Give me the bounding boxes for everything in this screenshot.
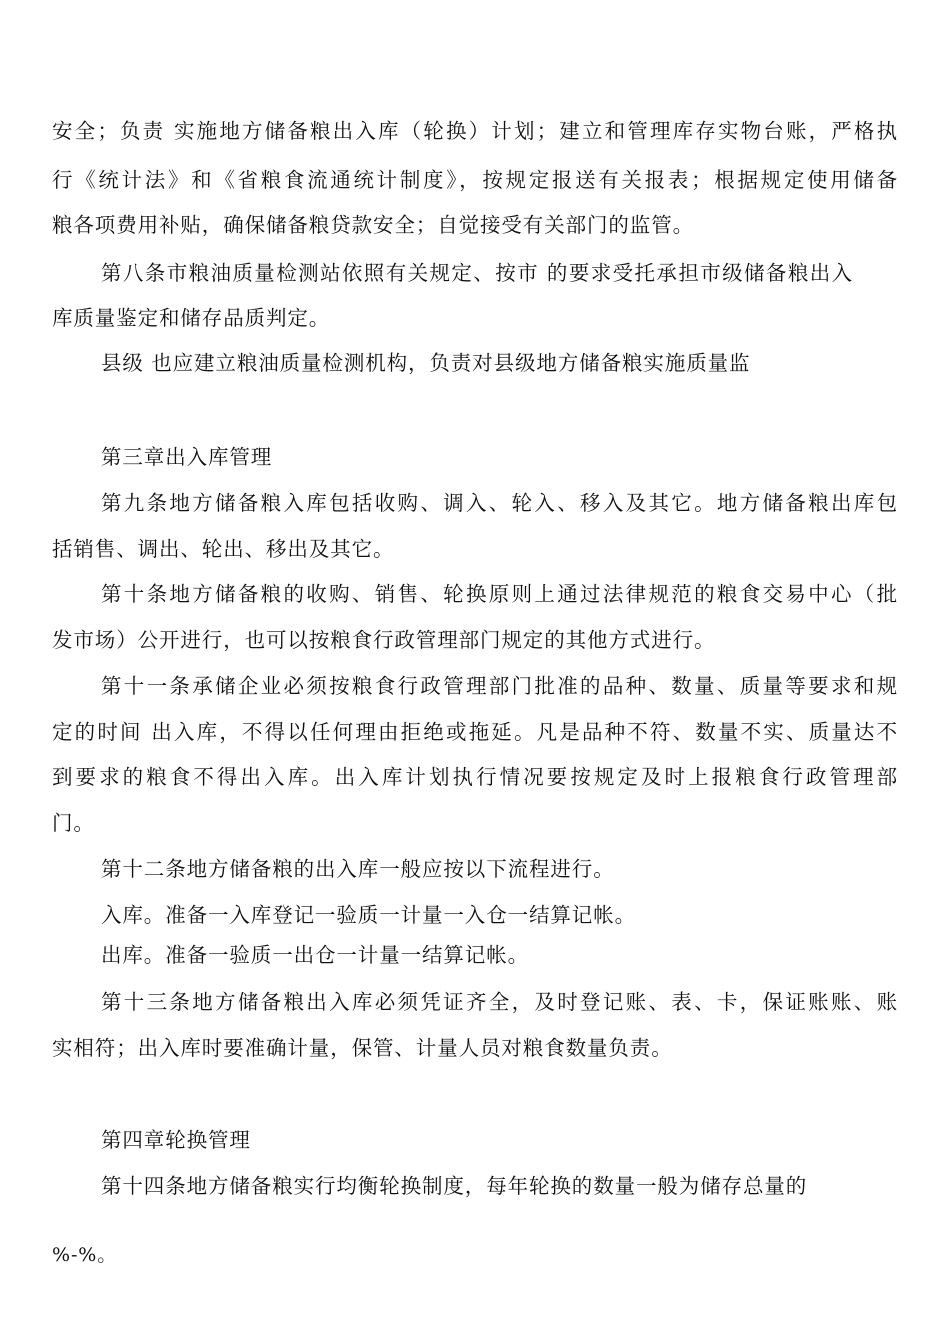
article-8-line-2: 库质量鉴定和储存品质判定。	[52, 306, 331, 330]
text-line-3: 粮各项费用补贴，确保储备粮贷款安全；自觉接受有关部门的监管。	[52, 213, 694, 237]
article-13-line-1: 第十三条地方储备粮出入库必须凭证齐全，及时登记账、表、卡，保证账账、账	[101, 990, 898, 1014]
article-8-line-1: 第八条市粮油质量检测站依照有关规定、按市 的要求受托承担市级储备粮出入	[101, 261, 854, 285]
text-line-2: 行《统计法》和《省粮食流通统计制度》，按规定报送有关报表；根据规定使用储备	[52, 168, 898, 192]
article-10-line-1: 第十条地方储备粮的收购、销售、轮换原则上通过法律规范的粮食交易中心（批	[101, 582, 898, 606]
article-14-line-2: %-%。	[52, 1244, 118, 1266]
chapter-4-heading: 第四章轮换管理	[101, 1128, 251, 1152]
article-12-line-1: 第十二条地方储备粮的出入库一般应按以下流程进行。	[101, 857, 615, 881]
article-11-line-3: 到要求的粮食不得出入库。出入库计划执行情况要按规定及时上报粮食行政管理部	[52, 765, 898, 789]
text-line-1: 安全；负责 实施地方储备粮出入库（轮换）计划；建立和管理库存实物台账，严格执	[52, 119, 898, 143]
article-11-line-2: 定的时间 出入库，不得以任何理由拒绝或拖延。凡是品种不符、数量不实、质量达不	[52, 720, 898, 744]
outbound-flow: 出库。准备一验质一出仓一计量一结算记帐。	[101, 943, 529, 967]
chapter-3-heading: 第三章出入库管理	[101, 445, 273, 469]
article-11-line-1: 第十一条承储企业必须按粮食行政管理部门批准的品种、数量、质量等要求和规	[101, 674, 898, 698]
article-10-line-2: 发市场）公开进行，也可以按粮食行政管理部门规定的其他方式进行。	[52, 628, 716, 652]
county-line: 县级 也应建立粮油质量检测机构，负责对县级地方储备粮实施质量监	[101, 351, 751, 375]
article-11-line-4: 门。	[52, 811, 95, 835]
article-14-line-1: 第十四条地方储备粮实行均衡轮换制度，每年轮换的数量一般为储存总量的	[101, 1174, 808, 1198]
inbound-flow: 入库。准备一入库登记一验质一计量一入仓一结算记帐。	[101, 903, 636, 927]
article-9-line-1: 第九条地方储备粮入库包括收购、调入、轮入、移入及其它。地方储备粮出库包	[101, 491, 898, 515]
article-9-line-2: 括销售、调出、轮出、移出及其它。	[52, 537, 395, 561]
article-13-line-2: 实相符；出入库时要准确计量，保管、计量人员对粮食数量负责。	[52, 1036, 673, 1060]
